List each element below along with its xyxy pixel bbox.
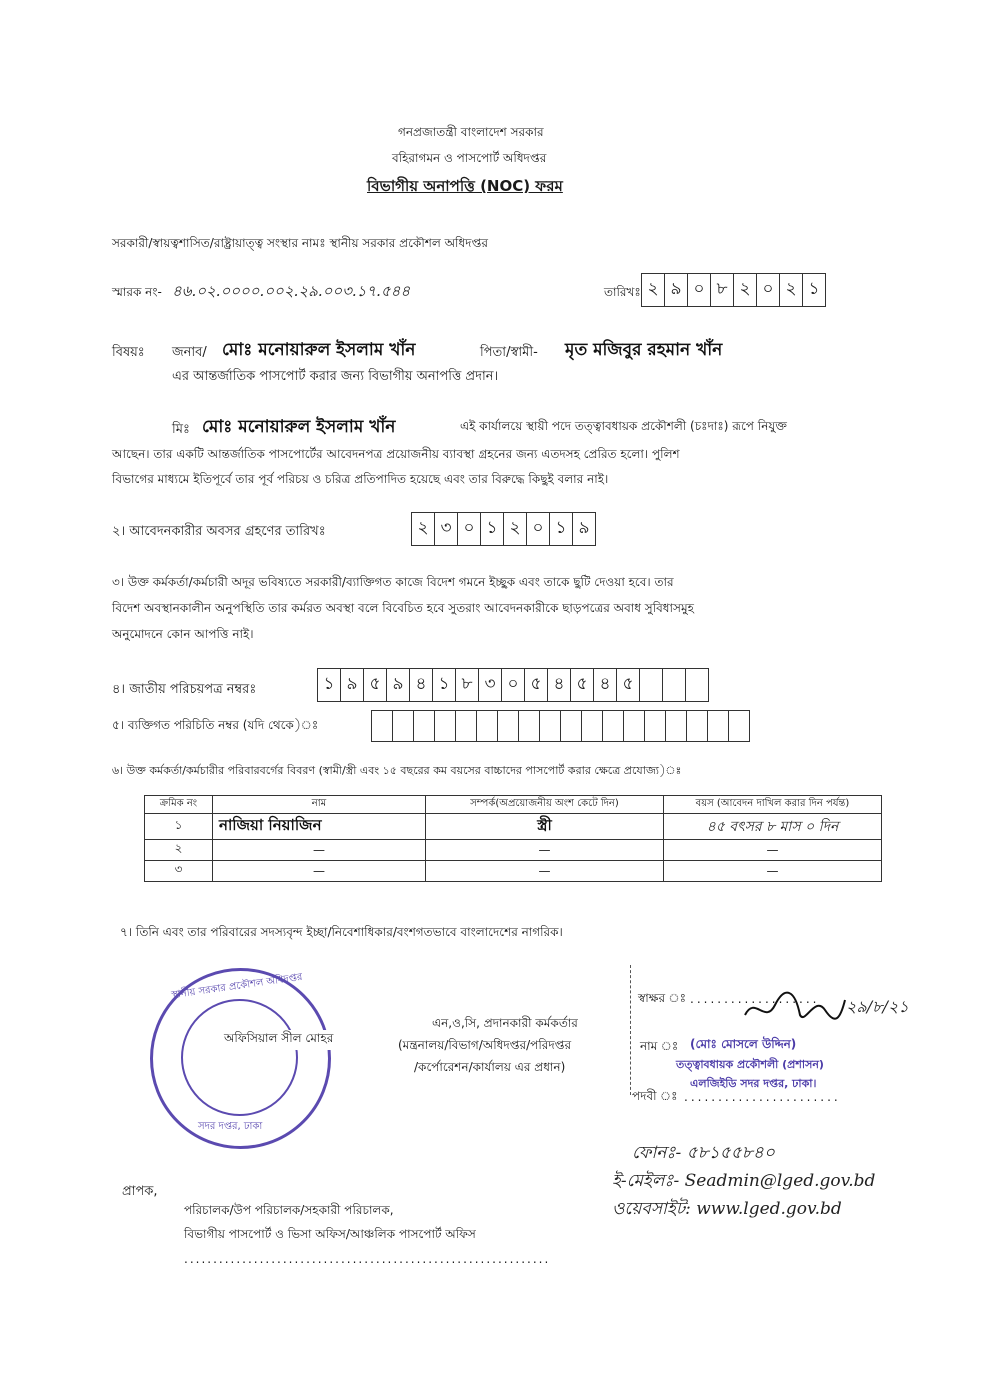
table-row [145, 840, 882, 861]
row-relation: স্ত্রী [426, 814, 664, 840]
name-label: নাম ঃ [640, 1039, 679, 1053]
row-name: — [213, 840, 426, 861]
digit-box: ৩ [434, 512, 458, 546]
subject-prefix: জনাব/ [172, 345, 207, 360]
digit-box: ৩ [478, 668, 502, 702]
digit-box: ৪ [547, 668, 571, 702]
item3-line3: অনুমোদনে কোন আপত্তি নাই। [112, 627, 254, 641]
row-name: নাজিয়া নিয়াজিন [213, 814, 426, 840]
seal-ring-text: স্থানীয় সরকার প্রকৌশল অধিদপ্তর [170, 971, 304, 1002]
digit-box [560, 710, 582, 742]
digit-box [371, 710, 393, 742]
seal-bottom-text: সদর দপ্তর, ঢাকা [198, 1121, 263, 1132]
digit-box [476, 710, 498, 742]
ref-date-label: তারিখঃ [604, 285, 641, 299]
item3-line1: ৩। উক্ত কর্মকর্তা/কর্মচারী অদূর ভবিষ্যতে সরকারী/ব্যাক্তিগত কাজে বিদেশ গমনে ইচ্ছুক এবং তাকে ছুটি দেওয়া হবে। তার [112, 575, 674, 589]
col-relation: সম্পর্ক(অপ্রয়োজনীয় অংশ কেটে দিন) [426, 796, 664, 814]
govt-name: গনপ্রজাতন্ত্রী বাংলাদেশ সরকার [398, 125, 544, 139]
seal-inner-ring [181, 999, 298, 1116]
row-relation: — [426, 861, 664, 882]
family-table [144, 795, 882, 882]
digit-box: ০ [526, 512, 550, 546]
row-sl: ১ [145, 814, 213, 840]
digit-box: ১ [549, 512, 573, 546]
handwritten-signature [740, 985, 850, 1030]
digit-box: ০ [756, 273, 780, 307]
digit-box [665, 710, 687, 742]
digit-box [623, 710, 645, 742]
body-prefix: মিঃ [172, 422, 190, 437]
digit-box: ২ [503, 512, 527, 546]
row-age: ৪৫ বৎসর ৮ মাস ০ দিন [664, 814, 882, 840]
seal-label: অফিসিয়াল সীল মোহর [224, 1030, 333, 1050]
digit-box: ৯ [572, 512, 596, 546]
officer-name: (মোঃ মোসলে উদ্দিন) [690, 1037, 797, 1051]
ref-value: ৪৬.০২.০০০০.০০২.২৯.০০৩.১৭.৫৪৪ [172, 282, 411, 300]
digit-box: ২ [733, 273, 757, 307]
digit-box: ১ [432, 668, 456, 702]
digit-box [644, 710, 666, 742]
family-label: ৬। উক্ত কর্মকর্তা/কর্মচারীর পরিবারবর্গের বিবরণ (স্বামী/স্ত্রী এবং ১৫ বছরের কম বয়সের বাচ্চাদের পাসপোর্ট করার ক্ষেত্রে প্রযোজ্য)ঃ [112, 764, 682, 777]
digit-box [497, 710, 519, 742]
contact-phone: ফোনঃ- ৫৮১৫৫৮৪০ [632, 1143, 775, 1163]
post-label: পদবী ঃ [632, 1089, 678, 1103]
row-relation: — [426, 840, 664, 861]
digit-box: ৫ [524, 668, 548, 702]
org-label: সরকারী/স্বায়ত্বশাসিত/রাষ্ট্রায়াত্ত্ব সংস্থার নামঃ [112, 236, 326, 250]
contact-web: ওয়েবসাইট: www.lged.gov.bd [612, 1199, 842, 1219]
body-name: মোঃ মনোয়ারুল ইসলাম খাঁন [202, 417, 396, 437]
digit-box: ৯ [340, 668, 364, 702]
digit-box: ৫ [570, 668, 594, 702]
digit-box: ০ [501, 668, 525, 702]
body-text3: বিভাগের মাধ্যমে ইতিপূর্বে তার পূর্ব পরিচয় ও চরিত্র প্রতিপাদিত হয়েছে এবং তার বিরুদ্ধে কিছুই বলার নাই। [112, 472, 609, 486]
subject-line2: এর আন্তর্জাতিক পাসপোর্ট করার জন্য বিভাগীয় অনাপত্তি প্রদান। [172, 369, 499, 384]
digit-box: ৮ [455, 668, 479, 702]
table-row [145, 861, 882, 882]
signature-divider [630, 965, 631, 1095]
recipient-line2: বিভাগীয় পাসপোর্ট ও ভিসা অফিস/আঞ্চলিক পাসপোর্ট অফিস [184, 1227, 476, 1241]
digit-box [581, 710, 603, 742]
digit-box [413, 710, 435, 742]
department-name: বহিরাগমন ও পাসপোর্ট অধিদপ্তর [392, 151, 547, 165]
office-stamp: এলজিইডি সদর দপ্তর, ঢাকা। [690, 1077, 817, 1090]
digit-box: ২ [641, 273, 665, 307]
form-title: বিভাগীয় অনাপত্তি (NOC) ফরম [367, 177, 563, 195]
body-text1: এই কার্যালয়ে স্থায়ী পদে তত্ত্বাবধায়ক প্রকৌশলী (চঃদাঃ) রূপে নিযুক্ত [460, 419, 787, 433]
digit-box: ৯ [664, 273, 688, 307]
nid-boxes [318, 668, 709, 702]
body-text2: আছেন। তার একটি আন্তর্জাতিক পাসপোর্টের আবেদনপত্র প্রয়োজনীয় ব্যাবস্থা গ্রহনের জন্য এতদসহ প্রেরিত হলো। পুলিশ [112, 447, 680, 461]
digit-box [602, 710, 624, 742]
digit-box: ৪ [593, 668, 617, 702]
digit-box: ১ [317, 668, 341, 702]
row-age: — [664, 840, 882, 861]
personal-id-boxes [372, 710, 750, 742]
recipient-line1: পরিচালক/উপ পরিচালক/সহকারী পরিচালক, [184, 1203, 394, 1217]
digit-box [518, 710, 540, 742]
digit-box: ৮ [710, 273, 734, 307]
digit-box: ২ [779, 273, 803, 307]
ref-label: স্মারক নং- [112, 285, 162, 299]
digit-box [685, 668, 709, 702]
recipient-label: প্রাপক, [122, 1184, 158, 1199]
personal-id-label: ৫। ব্যক্তিগত পরিচিতি নম্বর (যদি থেকে)ঃ [112, 718, 319, 732]
digit-box [639, 668, 663, 702]
digit-box [686, 710, 708, 742]
digit-box: ২ [411, 512, 435, 546]
applicant-name: মোঃ মনোয়ারুল ইসলাম খাঁন [222, 340, 416, 360]
row-age: — [664, 861, 882, 882]
citizenship-line: ৭। তিনি এবং তার পরিবারের সদস্যবৃন্দ ইচ্ছা/নিবেশাধিকার/বংশগতভাবে বাংলাদেশের নাগরিক। [120, 925, 563, 939]
authority-line1: এন,ও,সি, প্রদানকারী কর্মকর্তার [432, 1016, 578, 1030]
subject-label: বিষয়ঃ [112, 345, 145, 360]
table-row [145, 814, 882, 840]
contact-email: ই-মেইলঃ- Seadmin@lged.gov.bd [612, 1171, 876, 1191]
col-sl: ক্রমিক নং [145, 796, 213, 814]
digit-box: ০ [687, 273, 711, 307]
retirement-date-boxes [412, 512, 596, 546]
row-name: — [213, 861, 426, 882]
authority-line2: (মন্ত্রনালয়/বিভাগ/অধিদপ্তর/পরিদপ্তর [398, 1038, 572, 1052]
father-label: পিতা/স্বামী- [480, 345, 538, 360]
org-value: স্থানীয় সরকার প্রকৌশল অধিদপ্তর [329, 236, 488, 250]
officer-designation-stamp: তত্ত্বাবধায়ক প্রকৌশলী (প্রশাসন) [676, 1058, 824, 1071]
recipient-dots: ............................................................... [184, 1252, 551, 1266]
sign-dots: ................... [690, 992, 820, 1006]
sign-date: ২৯/৮/২১ [846, 997, 909, 1016]
digit-box [728, 710, 750, 742]
digit-box [539, 710, 561, 742]
digit-box [434, 710, 456, 742]
sign-label: স্বাক্ষর ঃ [638, 991, 687, 1005]
digit-box: ১ [802, 273, 826, 307]
row-sl: ২ [145, 840, 213, 861]
nid-label: ৪। জাতীয় পরিচয়পত্র নম্বরঃ [112, 682, 257, 697]
row-sl: ৩ [145, 861, 213, 882]
col-name: নাম [213, 796, 426, 814]
digit-box: ৫ [616, 668, 640, 702]
digit-box [392, 710, 414, 742]
digit-box [455, 710, 477, 742]
post-dots: ....................... [684, 1090, 841, 1104]
org-line [112, 235, 488, 255]
col-age: বয়স (আবেদন দাখিল করার দিন পর্যন্ত) [664, 796, 882, 814]
authority-line3: /কর্পোরেশন/কার্যালয় এর প্রধান) [414, 1060, 566, 1074]
digit-box: ০ [457, 512, 481, 546]
official-seal-stamp [150, 968, 331, 1149]
retirement-label: ২। আবেদনকারীর অবসর গ্রহণের তারিখঃ [112, 524, 326, 539]
digit-box: ৫ [363, 668, 387, 702]
item3-line2: বিদেশ অবস্থানকালীন অনুপস্থিতি তার কর্মরত অবস্থা বলে বিবেচিত হবে সুতরাং আবেদনকারীকে ছাড়পত্রের অবাধ সুবিধাসমুহ [112, 601, 694, 615]
digit-box: ৯ [386, 668, 410, 702]
father-name: মৃত মজিবুর রহমান খাঁন [565, 340, 723, 360]
digit-box: ৪ [409, 668, 433, 702]
digit-box [707, 710, 729, 742]
ref-date-boxes [642, 273, 826, 307]
digit-box: ১ [480, 512, 504, 546]
digit-box [662, 668, 686, 702]
